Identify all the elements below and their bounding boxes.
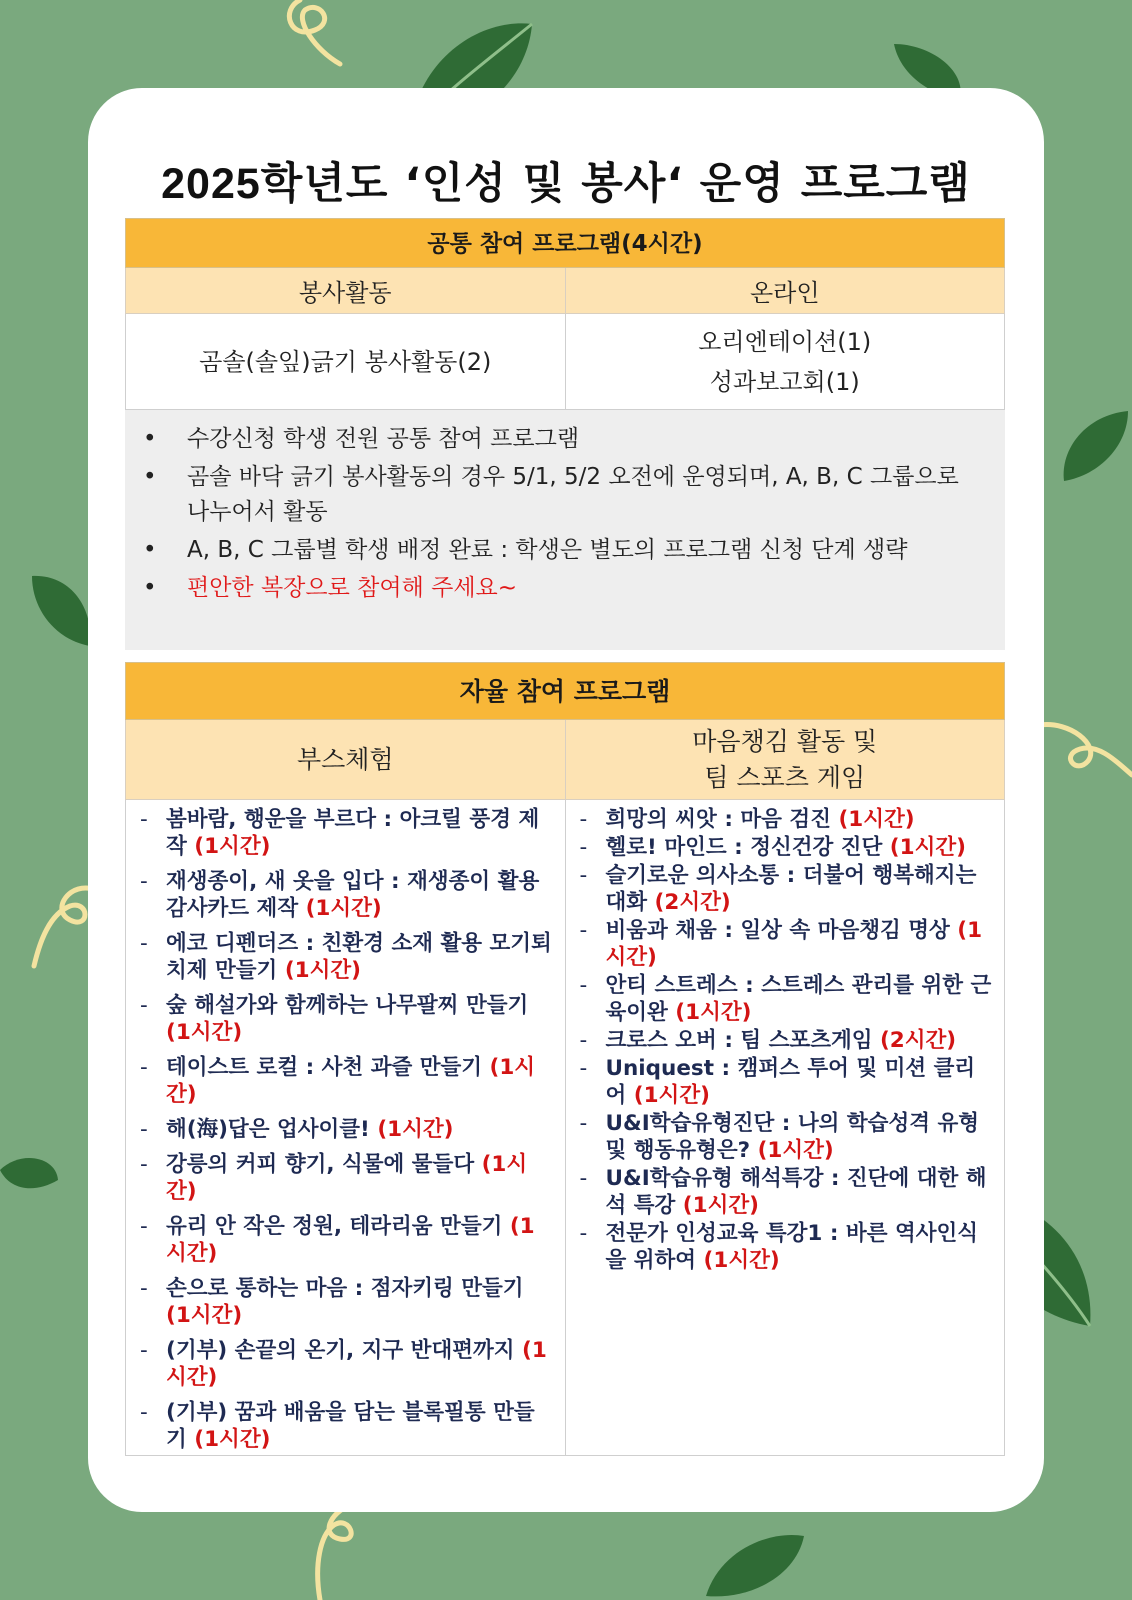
item-hours: (2시간): [654, 890, 731, 915]
item-text: 숲 해설가와 함께하는 나무팔찌 만들기: [166, 993, 529, 1018]
curl-decoration-bottom: [310, 1505, 370, 1600]
dash: -: [140, 1214, 148, 1239]
item-text: 에코 디펜더즈 : 친환경 소재 활용 모기퇴치제 만들기: [166, 931, 552, 983]
item-hours: (1시간): [305, 896, 382, 921]
bullet: •: [143, 575, 157, 601]
item-hours: (1시간): [166, 1152, 528, 1204]
item-text: (기부) 꿈과 배움을 담는 블록필통 만들기: [166, 1400, 535, 1452]
item-hours: (1시간): [377, 1117, 454, 1142]
dash: -: [140, 1400, 148, 1425]
item-text: 희망의 씨앗 : 마음 검진: [605, 807, 839, 832]
note-item: [139, 422, 985, 457]
list-item: [140, 1275, 555, 1329]
item-hours: (1시간): [194, 834, 271, 859]
item-hours: (1시간): [166, 1338, 547, 1390]
list-item: [140, 1116, 555, 1143]
dash: -: [140, 1338, 148, 1363]
list-item: [140, 930, 555, 984]
item-hours: (1시간): [166, 1303, 243, 1328]
title-text: 학년도 ‘인성 및 봉사‘ 운영 프로그램: [260, 159, 971, 209]
dash: -: [140, 1152, 148, 1177]
dash: -: [140, 807, 148, 832]
bullet: •: [143, 464, 157, 490]
item-hours: (1시간): [682, 1193, 759, 1218]
item-hours: (1시간): [675, 1000, 752, 1025]
content-card: [88, 88, 1044, 1512]
item-text: 해(海)답은 업사이클!: [166, 1117, 378, 1142]
list-item: [580, 862, 995, 916]
item-text: 테이스트 로컬 : 사천 과즐 만들기: [166, 1055, 490, 1080]
dash: -: [140, 1055, 148, 1080]
item-text: 재생종이, 새 옷을 입다 : 재생종이 활용 감사카드 제작: [166, 869, 540, 921]
item-hours: (1시간): [166, 1055, 536, 1107]
online-cell: [566, 314, 1005, 409]
dash: -: [579, 1056, 588, 1081]
item-hours: (1시간): [194, 1427, 271, 1452]
dash: -: [140, 1117, 148, 1142]
common-program-header: 공통 참여 프로그램(4시간): [125, 218, 1005, 268]
list-item: [140, 1054, 555, 1108]
item-text: 비움과 채움 : 일상 속 마음챙김 명상: [605, 918, 958, 943]
bullet: •: [143, 537, 157, 563]
item-hours: (1시간): [284, 958, 361, 983]
volunteer-item: 곰솔(솔잎)긁기 봉사활동(2): [199, 347, 492, 376]
col-online-label: 온라인: [749, 279, 820, 307]
note-text: 편안한 복장으로 참여해 주세요~: [187, 575, 518, 601]
online-item: 성과보고회(1): [709, 367, 860, 396]
online-item: 오리엔테이션(1): [698, 327, 872, 356]
list-item: [140, 1337, 555, 1391]
col-booth-label: 부스체험: [126, 720, 566, 799]
item-text: 유리 안 작은 정원, 테라리움 만들기: [166, 1214, 510, 1239]
dash: -: [140, 1276, 148, 1301]
note-item-highlight: [139, 571, 985, 606]
item-text: (기부) 손끝의 온기, 지구 반대편까지: [166, 1338, 523, 1363]
curl-decoration-right: [1040, 715, 1132, 785]
dash: -: [140, 993, 148, 1018]
dash: -: [140, 869, 148, 894]
dash: -: [579, 973, 588, 998]
dash: -: [579, 1221, 588, 1246]
dash: -: [579, 807, 588, 832]
volunteer-cell: [126, 314, 566, 409]
notes-box: [125, 410, 1005, 650]
leaf-decoration-right: [1056, 405, 1132, 485]
list-item: [580, 1110, 995, 1164]
item-text: 봄바람, 행운을 부르다 : 아크릴 풍경 제작: [166, 807, 540, 859]
item-text: 전문가 인성교육 특강1 : 바른 역사인식을 위하여: [605, 1221, 979, 1273]
dash: -: [579, 1111, 588, 1136]
list-item: [140, 1213, 555, 1267]
curl-decoration-top: [270, 0, 360, 70]
dash: -: [579, 918, 588, 943]
dash: -: [579, 835, 588, 860]
item-hours: (1시간): [633, 1083, 710, 1108]
leaf-decoration-bottom: [700, 1530, 810, 1600]
autonomous-program-row: [125, 800, 1005, 1456]
item-hours: (1시간): [889, 835, 966, 860]
list-item: [580, 917, 995, 971]
mindfulness-list: [566, 800, 1005, 1455]
note-text: 수강신청 학생 전원 공통 참여 프로그램: [187, 426, 580, 452]
autonomous-program-subheader: [125, 720, 1005, 800]
col-mindfulness-label: [566, 720, 1005, 799]
page-title: [88, 150, 1044, 211]
dash: -: [579, 1166, 588, 1191]
item-hours: (1시간): [703, 1248, 780, 1273]
list-item: [580, 1027, 995, 1054]
item-text: 강릉의 커피 향기, 식물에 물들다: [166, 1152, 482, 1177]
autonomous-program-header: 자율 참여 프로그램: [125, 662, 1005, 720]
item-text: 헬로! 마인드 : 정신건강 진단: [605, 835, 890, 860]
autonomous-program-table: [125, 662, 1005, 1456]
list-item: [580, 806, 995, 833]
list-item: [580, 1220, 995, 1274]
col-volunteer-label: 봉사활동: [126, 268, 566, 313]
common-program-subheader: [125, 268, 1005, 314]
list-item: [140, 1151, 555, 1205]
list-item: [140, 806, 555, 860]
item-hours: (1시간): [757, 1138, 834, 1163]
note-text: A, B, C 그룹별 학생 배정 완료 : 학생은 별도의 프로그램 신청 단계 생략: [187, 537, 908, 563]
note-item: [139, 533, 985, 568]
common-program-row: [125, 314, 1005, 410]
list-item: [140, 1399, 555, 1453]
leaf-decoration-left-lower: [0, 1150, 60, 1210]
item-hours: (1시간): [166, 1020, 243, 1045]
col-mindfulness-line1: 마음챙김 활동 및: [692, 726, 878, 756]
list-item: [580, 834, 995, 861]
item-hours: (1시간): [166, 1214, 535, 1266]
note-text: 곰솔 바닥 긁기 봉사활동의 경우 5/1, 5/2 오전에 운영되며, A, B, C 그룹으로 나누어서 활동: [187, 464, 959, 525]
list-item: [580, 972, 995, 1026]
item-hours: (1시간): [605, 918, 983, 970]
item-text: 슬기로운 의사소통 : 더불어 행복해지는 대화: [605, 863, 977, 915]
title-year: 2025: [161, 160, 261, 208]
item-text: U&I학습유형진단 : 나의 학습성격 유형 및 행동유형은?: [605, 1111, 980, 1163]
dash: -: [579, 863, 588, 888]
item-text: Uniquest : 캠퍼스 투어 및 미션 클리어: [605, 1056, 976, 1108]
list-item: [580, 1165, 995, 1219]
list-item: [140, 868, 555, 922]
item-text: 손으로 통하는 마음 : 점자키링 만들기: [166, 1276, 524, 1301]
dash: -: [579, 1028, 588, 1053]
list-item: [580, 1055, 995, 1109]
item-hours: (2시간): [879, 1028, 957, 1053]
item-text: 안티 스트레스 : 스트레스 관리를 위한 근육이완: [605, 973, 992, 1025]
note-item: [139, 460, 985, 530]
dash: -: [140, 931, 148, 956]
list-item: [140, 992, 555, 1046]
booth-list: [126, 800, 566, 1455]
bullet: •: [143, 426, 157, 452]
common-program-table: [125, 218, 1005, 410]
item-text: U&I학습유형 해석특강 : 진단에 대한 해석 특강: [605, 1166, 987, 1218]
item-text: 크로스 오버 : 팀 스포츠게임: [605, 1028, 880, 1053]
col-mindfulness-line2: 팀 스포츠 게임: [704, 762, 866, 792]
item-hours: (1시간): [838, 807, 915, 832]
